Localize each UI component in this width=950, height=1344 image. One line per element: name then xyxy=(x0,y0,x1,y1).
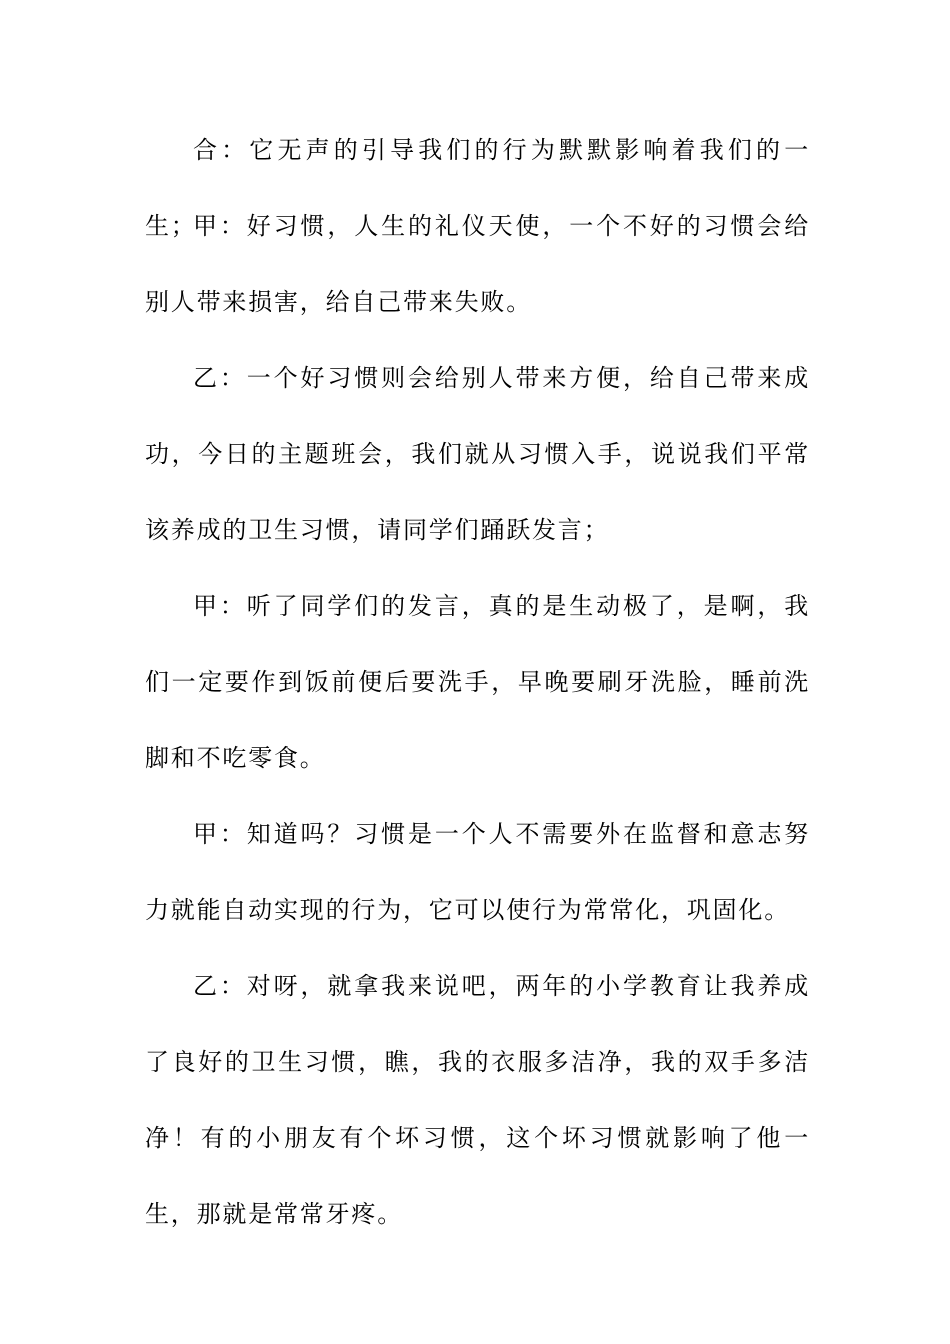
paragraph-4: 甲：听了同学们的发言，真的是生动极了，是啊，我们一定要作到饭前便后要洗手，早晚要刷牙洗脸，睡前洗脚和不吃零食。 xyxy=(145,592,810,772)
paragraph-2: 甲：好习惯，人生的礼仪天使，一个不好的习惯会给别人带来损害，给自己带来失败。 xyxy=(145,212,810,316)
paragraph-1: 合：它无声的引导我们的行为默默影响着我们的一生； xyxy=(145,136,810,240)
paragraph-3: 乙：一个好习惯则会给别人带来方便，给自己带来成功，今日的主题班会，我们就从习惯入手，说说我们平常该养成的卫生习惯，请同学们踊跃发言； xyxy=(145,364,810,544)
paragraph-6: 乙：对呀，就拿我来说吧，两年的小学教育让我养成了良好的卫生习惯，瞧，我的衣服多洁净，我的双手多洁净！有的小朋友有个坏习惯，这个坏习惯就影响了他一生，那就是常常牙疼。 xyxy=(145,972,810,1228)
paragraph-5: 甲：知道吗？习惯是一个人不需要外在监督和意志努力就能自动实现的行为，它可以使行为常常化，巩固化。 xyxy=(145,820,810,924)
